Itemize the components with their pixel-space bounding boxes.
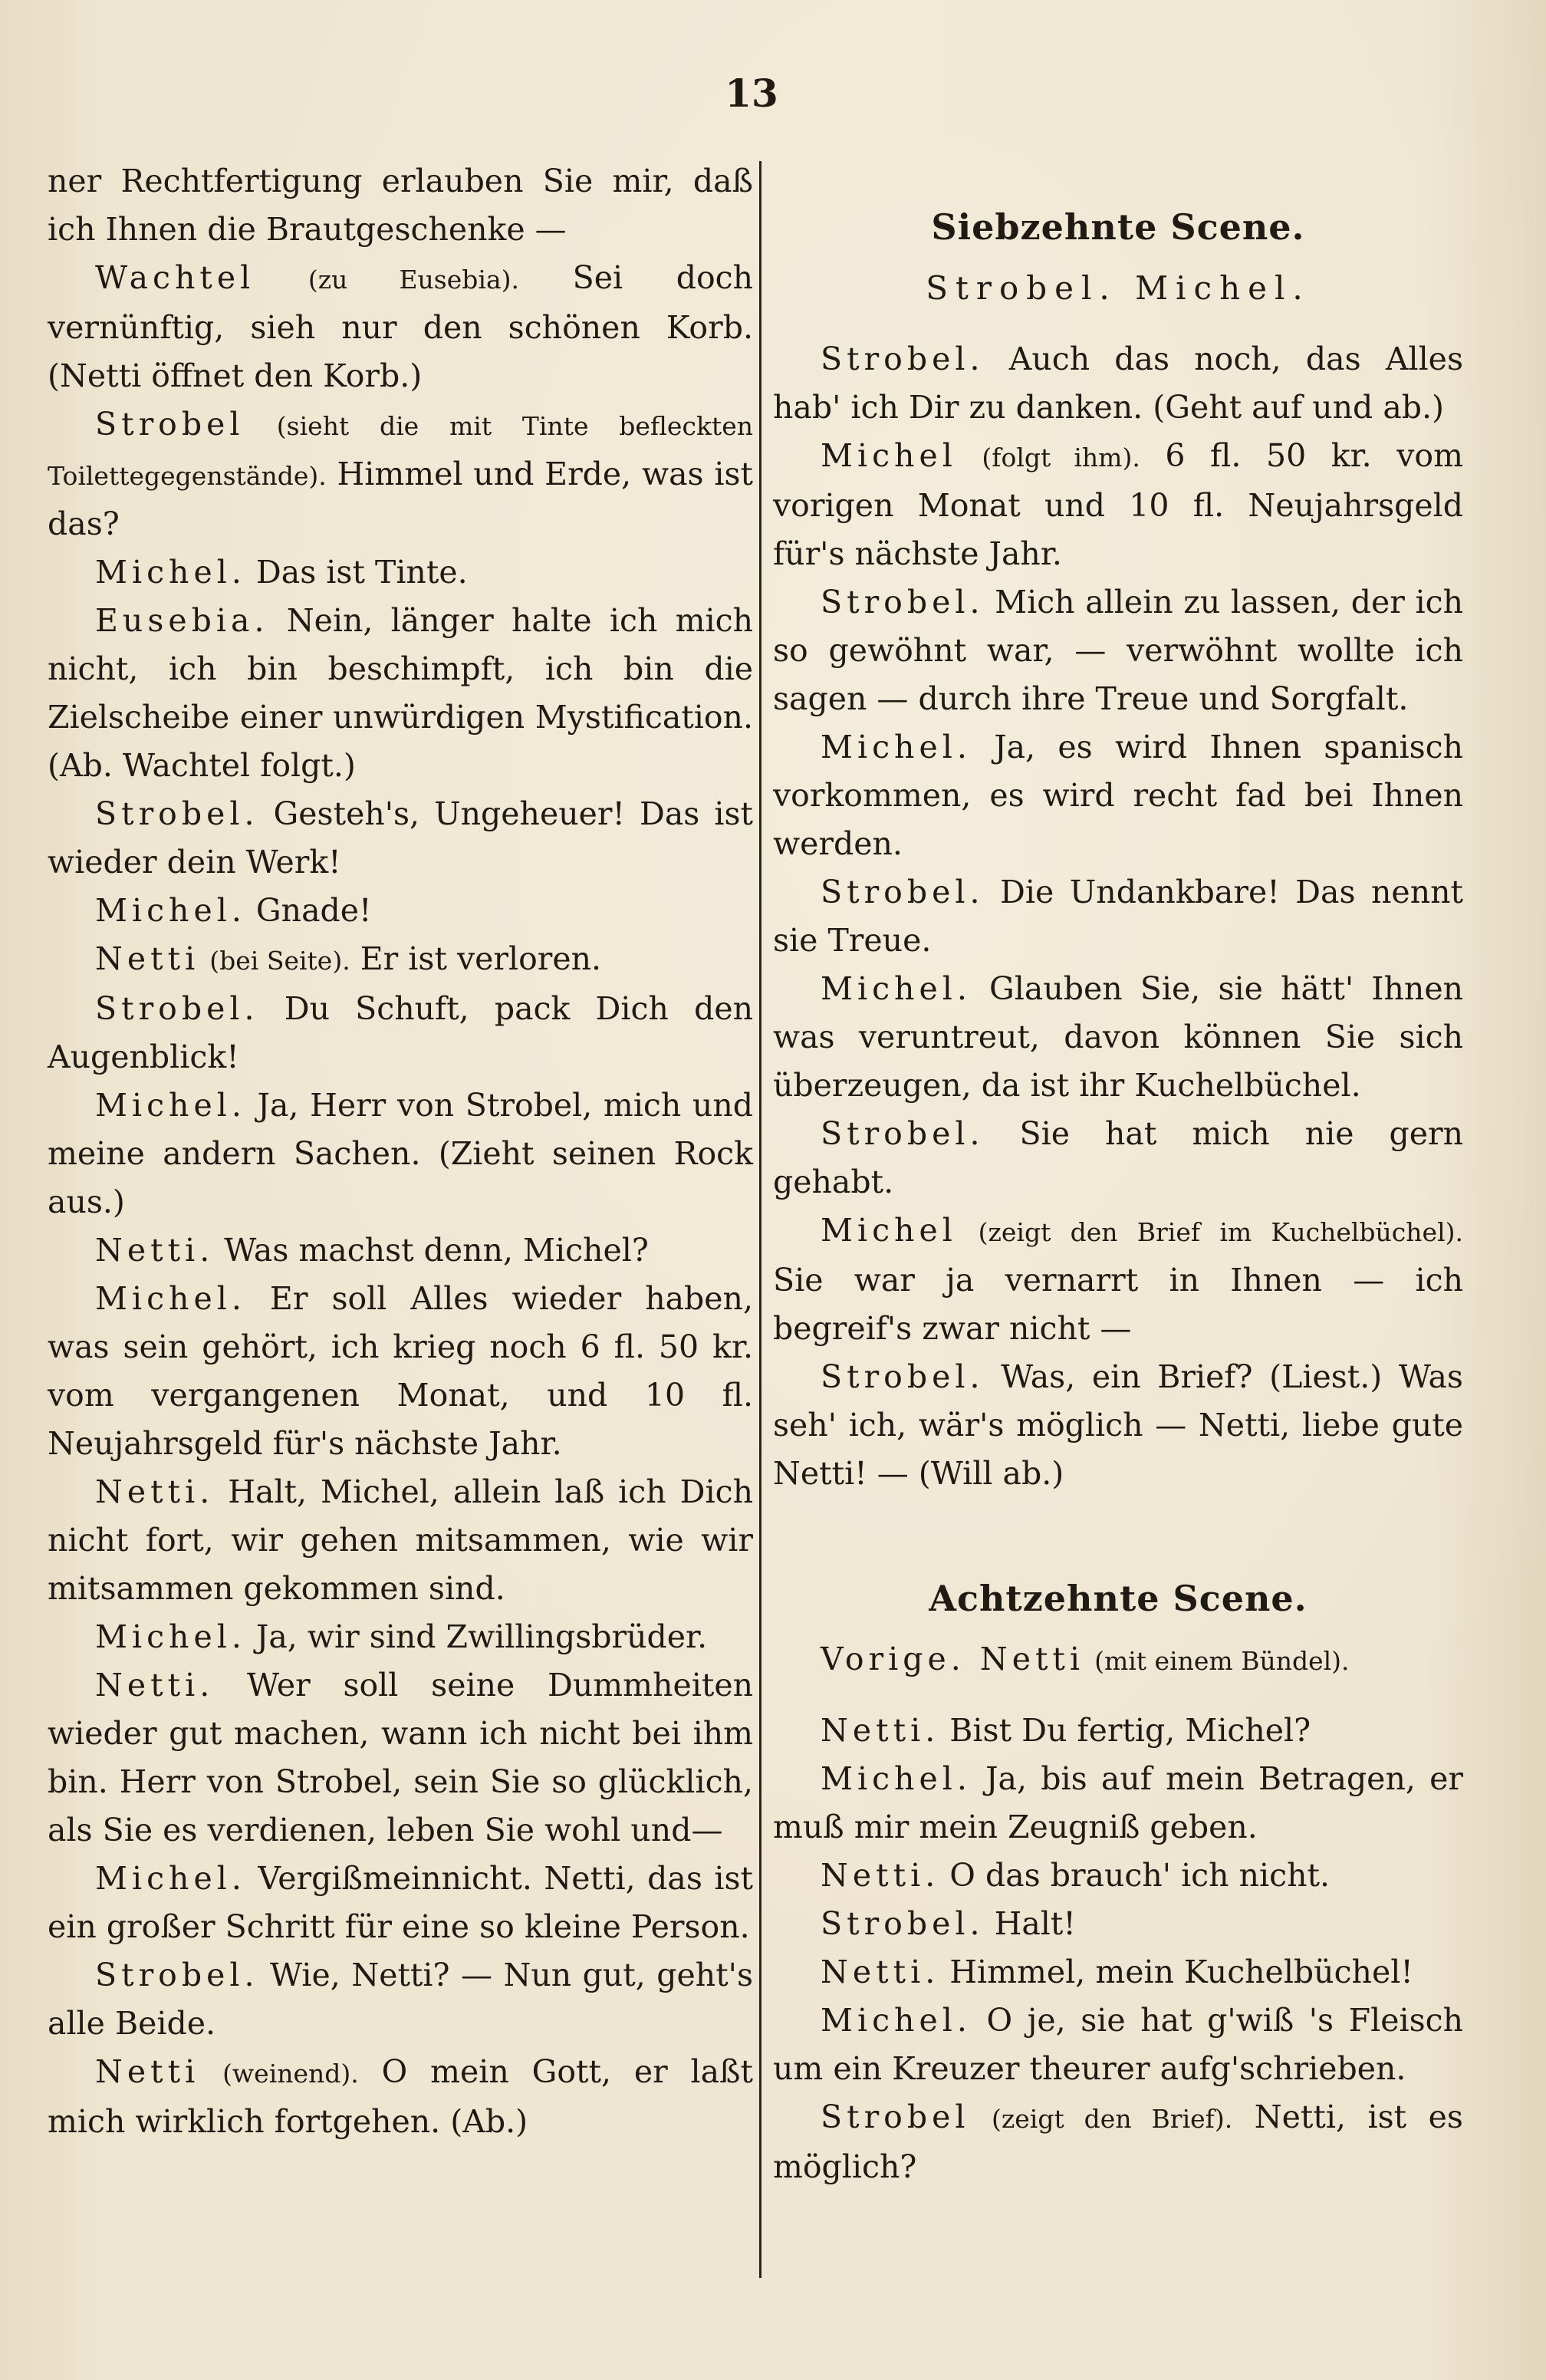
paragraph xyxy=(48,2048,753,2146)
paragraph-text: Himmel, mein Kuchelbüchel! xyxy=(949,1954,1413,1990)
paragraph xyxy=(48,1275,753,1468)
stage-direction: (zeigt den Brief). xyxy=(991,2104,1233,2134)
paragraph-text: 6 fl. 50 kr. vom vorigen Monat und 10 fl. Neujahrsgeld für's nächste Jahr. xyxy=(773,437,1463,572)
paragraph-text: Halt, Michel, allein laß ich Dich nicht fort, wir gehen mitsammen, wie wir mitsammen gekommen sind. xyxy=(48,1473,753,1607)
speaker-name: Michel. xyxy=(95,1280,246,1317)
section-gap xyxy=(773,1498,1463,1529)
paragraph xyxy=(48,1613,753,1661)
paragraph xyxy=(773,1852,1463,1900)
stage-direction: (mit einem Bündel). xyxy=(1094,1646,1350,1676)
speaker-name: Eusebia. xyxy=(95,602,269,639)
scene-cast xyxy=(773,1635,1463,1685)
speaker-name: Netti xyxy=(95,940,200,977)
speaker-name: Strobel. xyxy=(95,990,259,1027)
column-divider xyxy=(759,161,761,2278)
speaker-name: Michel. xyxy=(821,1760,972,1797)
speaker-name: Netti. xyxy=(821,1954,940,1990)
speaker-name: Michel. xyxy=(821,970,972,1007)
paragraph-text: Netti, ist es möglich? xyxy=(773,2099,1463,2185)
speaker-name: Vorige. Netti xyxy=(821,1641,1085,1677)
paragraph xyxy=(48,157,753,254)
paragraph-text: Ja, wir sind Zwillingsbrüder. xyxy=(255,1618,708,1655)
paragraph-text: Das ist Tinte. xyxy=(255,554,468,591)
paragraph xyxy=(773,578,1463,723)
paragraph-text: Die Undankbare! Das nennt sie Treue. xyxy=(773,874,1463,959)
paragraph-text: Wer soll seine Dummheiten wieder gut machen, wann ich nicht bei ihm bin. Herr von Strobel, sein Sie so glücklich, als Sie es verdienen, leben Sie wohl und— xyxy=(48,1667,753,1848)
paragraph xyxy=(773,1206,1463,1353)
speaker-name: Michel. xyxy=(821,2002,972,2039)
paragraph xyxy=(773,1110,1463,1206)
paragraph xyxy=(48,1855,753,1951)
speaker-name: Strobel. xyxy=(95,1957,259,1993)
stage-direction: (sieht die mit Tinte befleckten Toilettegegenstände). xyxy=(48,411,753,491)
paragraph xyxy=(48,935,753,985)
stage-direction: (folgt ihm). xyxy=(982,443,1140,472)
paragraph-text: Ja, bis auf mein Betragen, er muß mir mein Zeugniß geben. xyxy=(773,1760,1463,1845)
paragraph-text: Was machst denn, Michel? xyxy=(224,1232,649,1269)
stage-direction: (zu Eusebia). xyxy=(308,265,519,295)
paragraph-text: Sie war ja vernarrt in Ihnen — ich begreif's zwar nicht — xyxy=(773,1262,1463,1347)
speaker-name: Strobel. xyxy=(821,1358,985,1395)
paragraph-text: Sie hat mich nie gern gehabt. xyxy=(773,1115,1463,1200)
paragraph-text: Himmel und Erde, was ist das? xyxy=(48,456,753,542)
speaker-name: Strobel xyxy=(95,406,245,443)
stage-direction: (zeigt den Brief im Kuchelbüchel). xyxy=(978,1217,1463,1247)
speaker-name: Strobel. xyxy=(95,795,259,832)
paragraph xyxy=(773,723,1463,868)
paragraph-text: Er ist verloren. xyxy=(360,940,602,977)
paragraph-text: Nein, länger halte ich mich nicht, ich bin beschimpft, ich bin die Zielscheibe einer unwürdigen Mystification. (Ab. Wachtel folgt.) xyxy=(48,602,753,784)
paragraph xyxy=(48,597,753,790)
speaker-name: Netti. xyxy=(821,1857,940,1894)
speaker-name: Michel. xyxy=(821,729,972,765)
speaker-name: Strobel. xyxy=(821,341,985,377)
paragraph xyxy=(48,548,753,597)
speaker-name: Michel xyxy=(821,437,957,474)
speaker-name: Wachtel xyxy=(95,259,255,296)
paragraph xyxy=(773,335,1463,432)
paragraph xyxy=(773,868,1463,965)
speaker-name: Michel xyxy=(821,1212,957,1249)
paragraph xyxy=(773,1707,1463,1755)
speaker-name: Netti. xyxy=(95,1232,215,1269)
paragraph xyxy=(773,965,1463,1110)
paragraph xyxy=(48,1661,753,1855)
paragraph-text: Bist Du fertig, Michel? xyxy=(949,1712,1311,1749)
paragraph-text: Was, ein Brief? (Liest.) Was seh' ich, wär's möglich — Netti, liebe gute Netti! — (Will ab.) xyxy=(773,1358,1463,1492)
paragraph-text: Sei doch vernünftig, sieh nur den schönen Korb. (Netti öffnet den Korb.) xyxy=(48,259,754,394)
paragraph-text: Wie, Netti? — Nun gut, geht's alle Beide. xyxy=(48,1957,753,2042)
paragraph xyxy=(773,1353,1463,1498)
speaker-name: Netti xyxy=(95,2053,200,2090)
paragraph-text: Du Schuft, pack Dich den Augenblick! xyxy=(48,990,753,1075)
left-column xyxy=(48,157,753,2146)
scene-cast: Strobel. Michel. xyxy=(926,269,1311,307)
speaker-name: Michel. xyxy=(95,1087,246,1124)
paragraph-text: Vergißmeinnicht. Netti, das ist ein großer Schritt für eine so kleine Person. xyxy=(48,1860,753,1945)
page-number: 13 xyxy=(725,71,778,116)
paragraph xyxy=(773,1900,1463,1948)
speaker-name: Strobel. xyxy=(821,874,985,910)
scene-heading: Siebzehnte Scene. xyxy=(931,206,1305,248)
stage-direction: (weinend). xyxy=(222,2059,359,2089)
paragraph xyxy=(773,1755,1463,1852)
speaker-name: Michel. xyxy=(95,1860,246,1897)
paragraph-text: O je, sie hat g'wiß 's Fleisch um ein Kreuzer theurer aufg'schrieben. xyxy=(773,2002,1463,2087)
paragraph xyxy=(48,1951,753,2048)
speaker-name: Netti. xyxy=(95,1667,215,1704)
paragraph xyxy=(48,887,753,935)
stage-direction: (bei Seite). xyxy=(209,946,350,976)
speaker-name: Michel. xyxy=(95,892,246,929)
paragraph xyxy=(48,985,753,1081)
paragraph xyxy=(48,1081,753,1226)
speaker-name: Strobel. xyxy=(821,1905,985,1942)
paragraph-text: Er soll Alles wieder haben, was sein gehört, ich krieg noch 6 fl. 50 kr. vom vergangenen Monat, und 10 fl. Neujahrsgeld für's nächste Jahr. xyxy=(48,1280,753,1462)
paragraph-text: Mich allein zu lassen, der ich so gewöhnt war, — verwöhnt wollte ich sagen — durch ihre Treue und Sorgfalt. xyxy=(773,584,1463,717)
paragraph xyxy=(773,2093,1463,2191)
paragraph-text: Auch das noch, das Alles hab' ich Dir zu danken. (Geht auf und ab.) xyxy=(773,341,1463,426)
paragraph-text: O mein Gott, er laßt mich wirklich fortgehen. (Ab.) xyxy=(48,2053,753,2140)
paragraph-text: ner Rechtfertigung erlauben Sie mir, daß ich Ihnen die Brautgeschenke — xyxy=(48,163,753,248)
paragraph xyxy=(48,790,753,887)
paragraph-text: Gnade! xyxy=(255,892,372,929)
speaker-name: Michel. xyxy=(95,554,246,591)
paragraph xyxy=(773,1948,1463,1997)
paragraph xyxy=(48,1468,753,1613)
paragraph-text: Ja, Herr von Strobel, mich und meine andern Sachen. (Zieht seinen Rock aus.) xyxy=(48,1087,753,1220)
speaker-name: Netti. xyxy=(95,1473,215,1510)
paragraph xyxy=(773,1997,1463,2093)
speaker-name: Strobel. xyxy=(821,584,985,621)
paragraph-text: Halt! xyxy=(994,1905,1076,1942)
paragraph-text: O das brauch' ich nicht. xyxy=(949,1857,1330,1894)
speaker-name: Strobel xyxy=(821,2099,970,2135)
paragraph-text: Ja, es wird Ihnen spanisch vorkommen, es wird recht fad bei Ihnen werden. xyxy=(773,729,1463,862)
paragraph-text: Gesteh's, Ungeheuer! Das ist wieder dein Werk! xyxy=(48,795,753,881)
speaker-name: Strobel. xyxy=(821,1115,985,1152)
paragraph xyxy=(48,1226,753,1275)
speaker-name: Michel. xyxy=(95,1618,246,1655)
paragraph xyxy=(48,254,753,400)
paragraph-text: Glauben Sie, sie hätt' Ihnen was veruntreut, davon können Sie sich überzeugen, da ist ihr Kuchelbüchel. xyxy=(773,970,1463,1104)
paragraph xyxy=(48,400,753,548)
scene-heading: Achtzehnte Scene. xyxy=(929,1578,1308,1619)
right-column xyxy=(773,157,1463,2191)
speaker-name: Netti. xyxy=(821,1712,940,1749)
paragraph xyxy=(773,432,1463,578)
